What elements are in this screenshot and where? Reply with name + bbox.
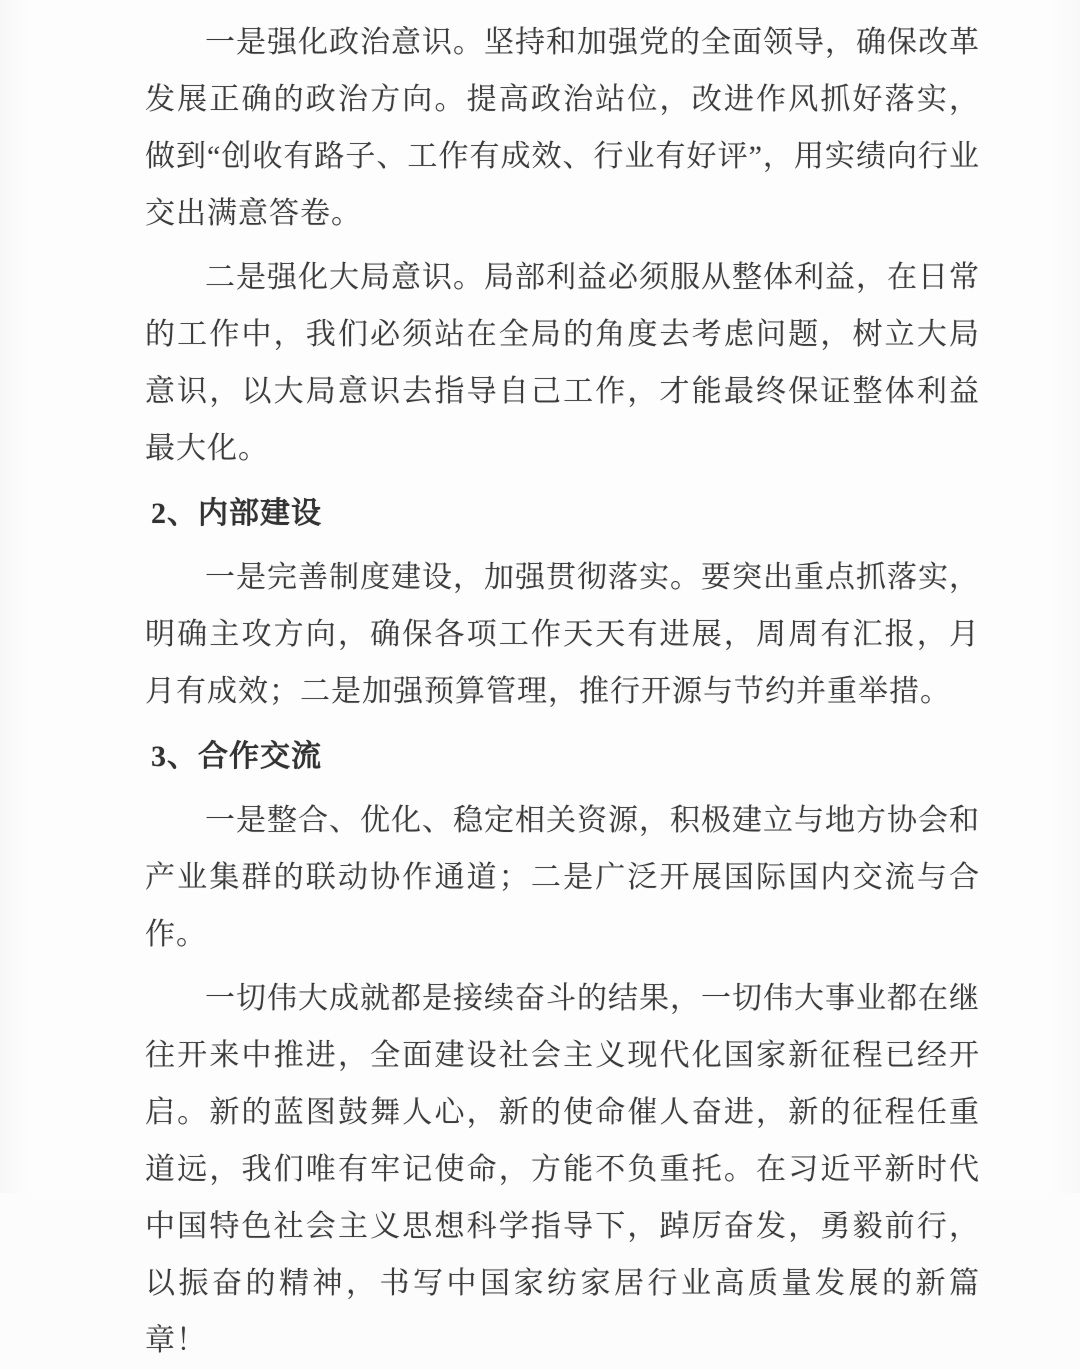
body-paragraph: 一切伟大成就都是接续奋斗的结果，一切伟大事业都在继往开来中推进，全面建设社会主义现代化国家新征程已经开启。新的蓝图鼓舞人心，新的使命催人奋进，新的征程任重道远，我们唯有牢记使命，方能不负重托。在习近平新时代中国特色社会主义思想科学指导下，踔厉奋发，勇毅前行，以振奋的精神，书写中国家纺家居行业高质量发展的新篇章！ (145, 982, 980, 1357)
body-paragraph: 一是整合、优化、稳定相关资源，积极建立与地方协会和产业集群的联动协作通道；二是广泛开展国际国内交流与合作。 (145, 804, 980, 951)
body-paragraph: 一是强化政治意识。坚持和加强党的全面领导，确保改革发展正确的政治方向。提高政治站位，改进作风抓好落实，做到“创收有路子、工作有成效、行业有好评”，用实绩向行业交出满意答卷。 (145, 26, 980, 230)
document-body (145, 14, 980, 1369)
section-heading: 3、合作交流 (151, 740, 322, 773)
section-heading: 2、内部建设 (151, 497, 322, 530)
body-paragraph: 一是完善制度建设，加强贯彻落实。要突出重点抓落实，明确主攻方向，确保各项工作天天有进展，周周有汇报，月月有成效；二是加强预算管理，推行开源与节约并重举措。 (145, 561, 980, 708)
body-paragraph: 二是强化大局意识。局部利益必须服从整体利益，在日常的工作中，我们必须站在全局的角度去考虑问题，树立大局意识，以大局意识去指导自己工作，才能最终保证整体利益最大化。 (145, 261, 980, 465)
